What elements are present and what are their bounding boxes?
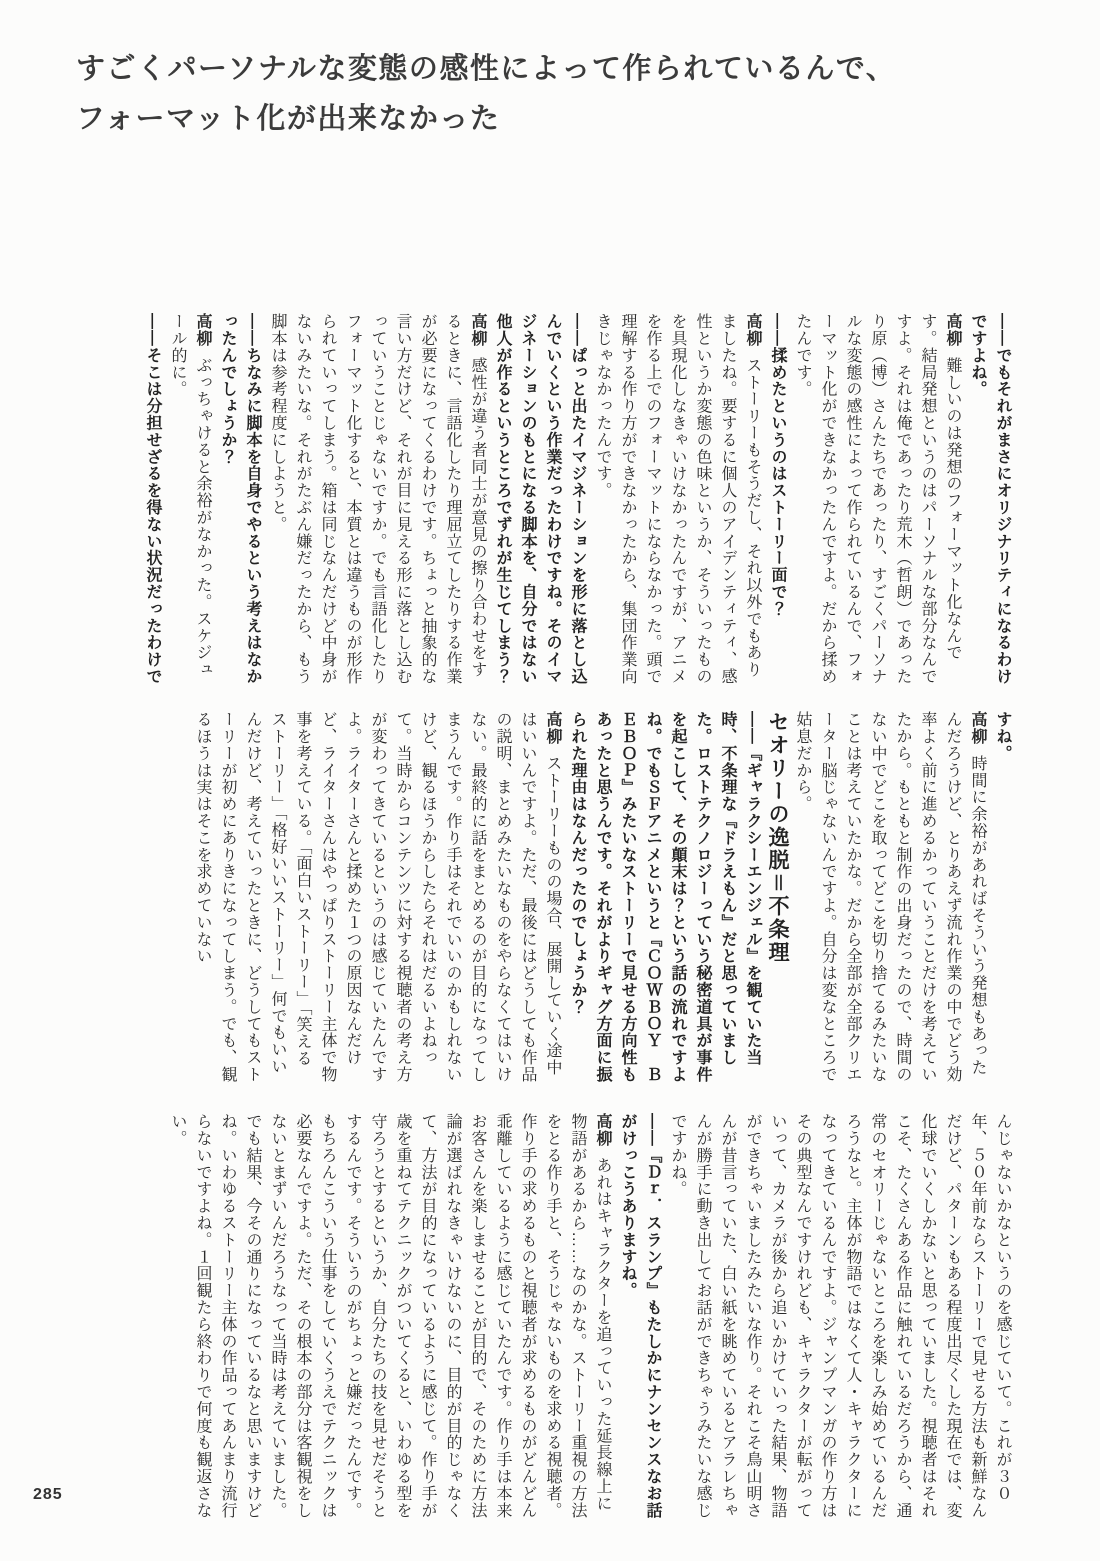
interviewer-question: ――ちなみに脚本を自身でやるという考えはなかったんでしょうか？ xyxy=(219,313,261,685)
section-heading: セオリーの逸脱＝不条理 xyxy=(766,711,789,964)
speaker-name: 高柳 xyxy=(944,313,961,347)
text-band-1 xyxy=(140,313,1015,685)
page-headline xyxy=(76,44,896,144)
answer-paragraph xyxy=(190,711,565,1083)
speaker-name: 高柳 xyxy=(969,711,986,745)
interviewer-question-continuation: すね。 xyxy=(994,711,1011,762)
speaker-name: 高柳 xyxy=(544,711,561,745)
speaker-name: 高柳 xyxy=(194,313,211,347)
answer-paragraph xyxy=(265,313,490,685)
page-number: 285 xyxy=(33,1486,63,1503)
speaker-name: 高柳 xyxy=(594,1113,611,1147)
text-band-2 xyxy=(190,711,1015,1083)
answer-paragraph xyxy=(790,711,990,1083)
headline-line-2: フォーマット化が出来なかった xyxy=(76,103,501,135)
interviewer-question: ――でもそれがまさにオリジナリティになるわけですよね。 xyxy=(969,313,1011,685)
answer-text: ストーリーもそうだし、それ以外でもありましたね。要するに個人のアイデンティティ、感性というか変態の色味というか、そういったものを具現化しなきゃいけなかったんですが、アニメを作る上でのフォーマットにならなかった。頭で理解する作り方ができなかったから、集団作業向きじゃなかったんです。 xyxy=(594,313,761,685)
interviewer-question: ――『Ｄｒ．スランプ』もたしかにナンセンスなお話がけっこうありますね。 xyxy=(619,1113,661,1519)
speaker-name: 高柳 xyxy=(469,313,486,347)
speaker-name: 高柳 xyxy=(744,313,761,347)
interviewer-question: ――揉めたというのはストーリー面で？ xyxy=(769,313,786,618)
answer-paragraph xyxy=(165,313,215,685)
interviewer-question: ――『ギャラクシーエンジェル』を観ていた当時、不条理な『ドラえもん』だと思っていました。ロストテクノロジーっていう秘密道具が事件を起こして、その顛末は？という話の流れですよね。でもＳＦアニメというと『ＣＯＷＢＯＹ ＢＥＢＯＰ』みたいなストーリーで見せる方向性もあったと思うんです。それがよりギャグ方面に振られた理由はなんだったのでしょうか？ xyxy=(569,711,761,1083)
answer-text: ぶっちゃけると余裕がなかった。スケジュール的に。 xyxy=(169,313,211,678)
answer-paragraph-continuation: んじゃないかなというのを感じていて。これが３０年、５０年前ならストーリーで見せる方法も新鮮なんだけど、パターンもある程度出尽くした現在では、変化球でいくしかないと思っていました。視聴者はそれこそ、たくさんある作品に触れているだろうから、通常のセオリーじゃないところを楽しみ始めているんだろうなと。主体が物語ではなくて人・キャラクターになってきているんですよ。ジャンプマンガの作り方はその典型なんですけれども、キャラクターが転がっていって、カメラが後から追いかけていった結果、物語ができちゃいましたみたいな作り。それこそ鳥山明さんが昔言っていた、白い紙を眺めているとアラレちゃんが勝手に動き出してお話ができちゃうみたいな感じですかね。 xyxy=(669,1113,1011,1519)
interviewer-question: ――そこは分担せざるを得ない状況だったわけで xyxy=(144,313,161,685)
answer-text: 感性が違う者同士が意見の擦り合わせをするときに、言語化したり理屈立てしたりする作業が必要になってくるわけです。ちょっと抽象的な言い方だけど、それが目に見える形に落とし込むっていうことじゃないですか。でも言語化したりフォーマット化すると、本質とは違うものが形作られていってしまう。箱は同じなんだけど中身がないみたいな。それがたぶん嫌だったから、もう脚本は参考程度にしようと。 xyxy=(269,313,486,685)
answer-paragraph xyxy=(790,313,965,685)
answer-text: あれはキャラクターを追っていった延長線上に物語があるから……なのかな。ストーリー重視の方法をとる作り手と、そうじゃないものを求める視聴者。作り手の求めるものと視聴者が求めるものがどんどん乖離しているように感じていたんです。作り手は本来お客さんを楽しませることが目的で、そのために方法論が選ばれなきゃいけないのに、目的が目的じゃなくて、方法が目的になっているように感じて。作り手が歳を重ねてテクニックがついてくると、いわゆる型を守ろうとするというか、自分たちの技を見せだそうとするんです。そういうのがちょっと嫌だったんです。もちろんこういう仕事をしていくうえでテクニックは必要なんですよ。ただ、その根本の部分は客観視をしないとまずいんだろうなって当時は考えていました。でも結果、今その通りになっているなと思いますけどね。いわゆるストーリー主体の作品ってあんまり流行らないですよね。１回観たら終わりで何度も観返さない。 xyxy=(169,1113,611,1519)
text-band-3 xyxy=(165,1113,1015,1520)
answer-text: ストーリーものの場合、展開していく途中はいいんですよ。ただ、最後にはどうしても作品の説明、まとめみたいなものをやらなくてはいけない。最終的に話をまとめるのが目的になってしまうんです。作り手はそれでいいのかもしれないけど、観るほうからしたらそれはだるいよねって。当時からコンテンツに対する視聴者の考え方が変わってきているというのは感じていたんですよ。ライターさんと揉めた１つの原因なんだけど、ライターさんはやっぱりストーリー主体で物事を考えている。「面白いストーリー」「笑えるストーリー」「格好いいストーリー」何でもいいんだけど、考えていったときに、どうしてもストーリーが初めにありきになってしまう。でも、観るほうは実はそこを求めていない xyxy=(194,711,561,1083)
answer-paragraph xyxy=(590,313,765,685)
answer-paragraph xyxy=(165,1113,615,1520)
answer-text: 時間に余裕があればそういう発想もあったんだろうけど、とりあえず流れ作業の中でどう効率よく前に進めるかっていうことだけを考えていたから。もともと制作の出身だったので、時間のない中でどこを取ってどこを切り捨てるみたいなことは考えていたかな。だから全部が全部クリエーター脳じゃないんですよ。自分は変なところで姑息だから。 xyxy=(794,711,986,1083)
headline-line-1: すごくパーソナルな変態の感性によって作られているんで、 xyxy=(76,53,897,85)
answer-text: 難しいのは発想のフォーマット化なんです。結局発想というのはパーソナルな部分なんですよ。それは俺であったり荒木（哲朗）であったり原（博）さんたちであったり、すごくパーソナルな変態の感性によって作られているんで、フォーマット化ができなかったんですよ。だから揉めたんです。 xyxy=(794,313,961,685)
interviewer-question: ――ぱっと出たイマジネーションを形に落とし込んでいくという作業だったわけですね。そのイマジネーションのもとになる脚本を、自分ではない他人が作るというところでずれが生じてしまう？ xyxy=(494,313,586,685)
